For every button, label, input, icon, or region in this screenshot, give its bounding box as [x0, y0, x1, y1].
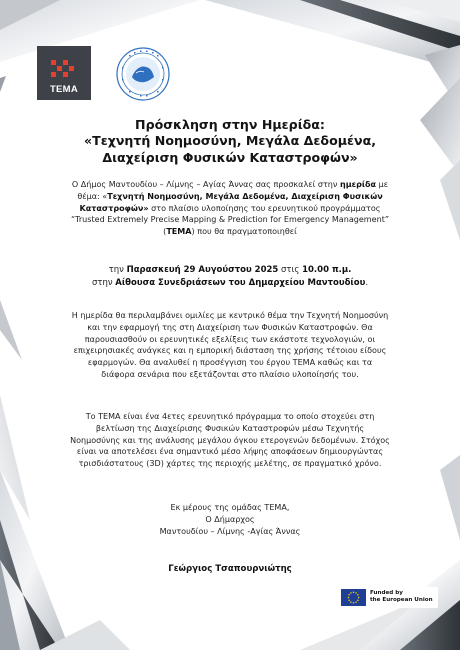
eu-funding-line-1: Funded by — [370, 590, 403, 596]
event-when-where — [28, 264, 432, 289]
intro-paragraph — [28, 179, 432, 238]
intro-text: ( — [163, 227, 167, 237]
title-line-3: Διαχείριση Φυσικών Καταστροφών» — [102, 149, 358, 165]
intro-text: Ο Δήμος Μαντουδίου – Λίμνης – Αγίας Άννας σας προσκαλεί στην — [71, 180, 340, 189]
signature-municipality: Μαντουδίου – Λίμνης -Αγίας Άννας — [159, 526, 301, 536]
description-paragraph-2 — [28, 411, 432, 470]
signature-role: Ο Δήμαρχος — [205, 514, 255, 524]
intro-bold: Καταστροφών» — [79, 203, 149, 213]
paragraph-line: επιχειρησιακές ανάγκες και η εμπορική διάσταση της χρήσης τέτοιου είδους — [73, 346, 387, 356]
paragraph-line: Η ημερίδα θα περιλαμβάνει ομιλίες με κεντρικό θέμα την Τεχνητή Νοημοσύνη — [71, 311, 389, 320]
municipality-seal-icon — [116, 47, 170, 101]
event-time: 10.00 π.μ. — [302, 265, 352, 275]
when-text: στις — [278, 265, 303, 275]
municipality-seal — [116, 47, 170, 101]
intro-text: με — [376, 180, 389, 189]
paragraph-line: Νοημοσύνης και της ανάλυσης μεγάλου όγκου ετερογενών δεδομένων. Στόχος — [70, 435, 390, 445]
when-text: στην — [91, 277, 116, 288]
paragraph-line: Το TEMA είναι ένα 4ετες ερευνητικό πρόγραμμα το οποίο στοχεύει στη — [85, 412, 375, 421]
paragraph-line: είναι να αποτελέσει ένα σημαντικό μέσο λήψης αποφάσεων δημιουργώντας — [76, 447, 384, 457]
paragraph-line: διάφορα σενάρια που εξετάζονται στο πλαίσιο υλοποίησής του. — [101, 369, 359, 379]
intro-text: ) που θα πραγματοποιηθεί — [191, 227, 297, 237]
paragraph-line: βελτίωση της Διαχείρισης Φυσικών Καταστροφών μέσω Τεχνητής — [95, 423, 365, 433]
eu-flag-icon — [341, 589, 366, 606]
title-line-2: «Τεχνητή Νοημοσύνη, Μεγάλα Δεδομένα, — [83, 133, 377, 149]
tema-logo-text: TEMA — [49, 84, 79, 95]
signatory-name: Γεώργιος Τσαπουρνιώτης — [168, 564, 292, 574]
intro-text: στο πλαίσιο υλοποίησης του ερευνητικού προγράμματος — [148, 203, 381, 213]
intro-bold: Τεχνητή Νοημοσύνη, Μεγάλα Δεδομένα, Διαχείριση Φυσικών — [107, 191, 383, 201]
paragraph-line: τρισδιάστατους (3D) χάρτες της περιοχής μελέτης, σε πραγματικό χρόνο. — [78, 459, 382, 469]
event-date: Παρασκευή 29 Αυγούστου 2025 — [126, 265, 279, 275]
title-line-1: Πρόσκληση στην Ημερίδα: — [135, 117, 325, 132]
when-text: . — [365, 277, 369, 288]
description-paragraph-1 — [28, 310, 432, 381]
eu-funding-line-2: the European Union — [370, 597, 433, 604]
paragraph-line: παρουσιασθούν οι ερευνητικές εξελίξεις των εκάστοτε τεχνολογιών, οι — [84, 334, 376, 344]
intro-bold: ημερίδα — [339, 180, 377, 189]
signatory-name-block — [28, 564, 432, 576]
program-name: “Trusted Extremely Precise Mapping & Prediction for Emergency Management” — [70, 215, 390, 225]
intro-text: θέμα: « — [77, 191, 108, 201]
when-text: την — [108, 265, 127, 275]
intro-bold: TEMA — [166, 227, 192, 237]
eu-funding-text — [370, 590, 433, 605]
tema-logo — [37, 46, 91, 100]
signature-block — [28, 502, 432, 537]
signature-line: Εκ μέρους της ομάδας TEMA, — [170, 503, 290, 512]
invitation-title — [40, 117, 420, 166]
paragraph-line: εφαρμογών. Θα αναλυθεί η προσέγγιση του έργου TEMA καθώς και τα — [87, 358, 373, 368]
event-venue: Αίθουσα Συνεδριάσεων του Δημαρχείου Μαντουδίου — [115, 277, 366, 288]
eu-funding-badge — [338, 587, 438, 608]
paragraph-line: και την εφαρμογή της στη Διαχείριση των Φυσικών Καταστροφών. Θα — [87, 322, 373, 332]
